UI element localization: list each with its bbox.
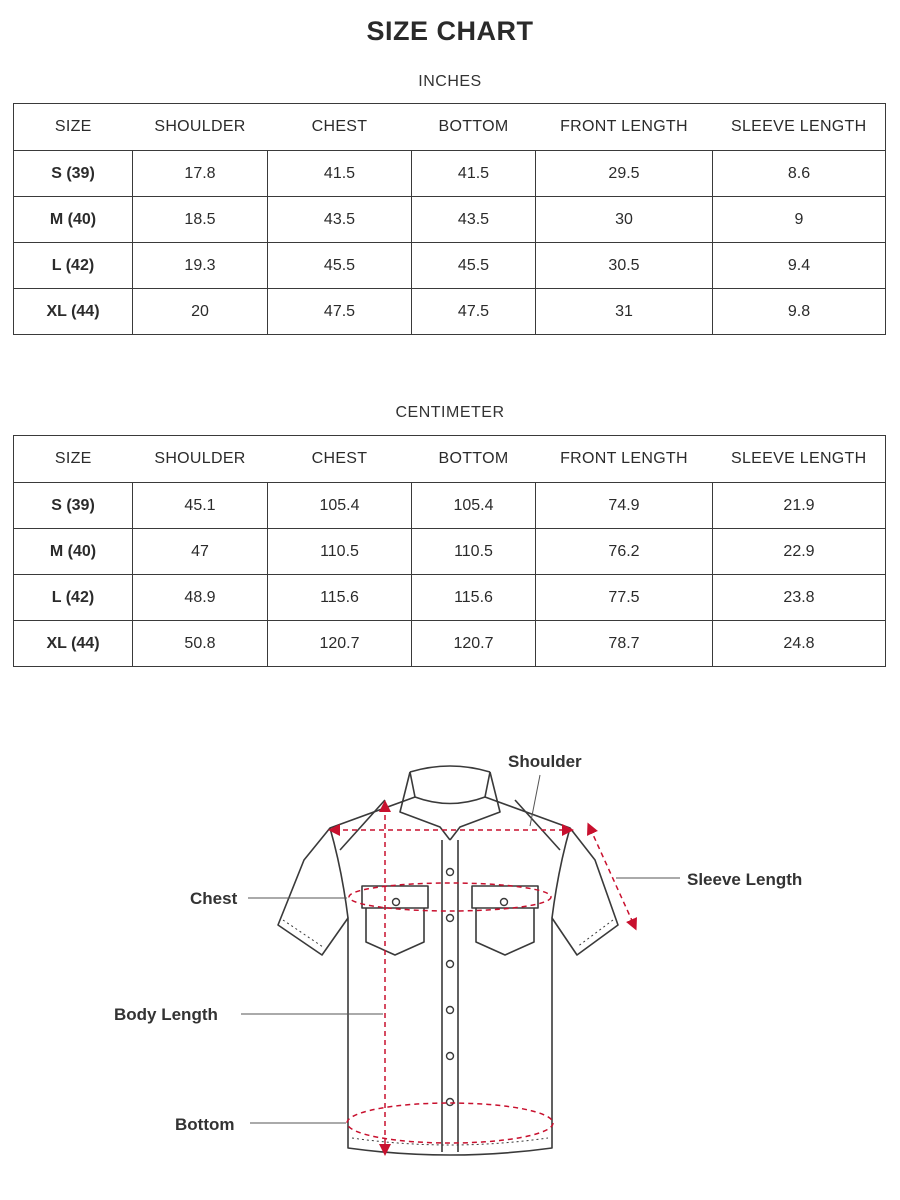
shirt-measurement-diagram [0,730,900,1200]
table-cell: 45.5 [412,243,536,289]
table-cell: 29.5 [536,151,713,197]
table-cell: 41.5 [268,151,412,197]
table-cell: 21.9 [713,483,886,529]
table-cell: 110.5 [268,529,412,575]
table-cell: 115.6 [412,575,536,621]
table-cell: 30.5 [536,243,713,289]
centimeter-table [13,435,886,667]
table-cell: 43.5 [268,197,412,243]
col-header-chest: CHEST [268,436,412,483]
col-header-front-length: FRONT LENGTH [536,104,713,151]
table-row [14,151,886,197]
table-row [14,529,886,575]
sleeve-length-label: Sleeve Length [687,870,803,889]
button-icon [447,1007,454,1014]
table-cell: 8.6 [713,151,886,197]
table-cell: 78.7 [536,621,713,667]
table-cell: 43.5 [412,197,536,243]
table-cell: 24.8 [713,621,886,667]
inches-table [13,103,886,335]
button-icon [393,899,400,906]
sleeve-measure-line [590,828,634,925]
body-length-label: Body Length [114,1005,218,1024]
button-icon [447,1053,454,1060]
table-cell: 77.5 [536,575,713,621]
col-header-size: SIZE [14,104,133,151]
table-cell: 22.9 [713,529,886,575]
table-cell: 18.5 [133,197,268,243]
table-cell: 30 [536,197,713,243]
size-cell: M (40) [14,529,133,575]
chest-label: Chest [190,889,238,908]
table-cell: 9 [713,197,886,243]
col-header-sleeve-length: SLEEVE LENGTH [713,104,886,151]
bottom-measure-ellipse [347,1103,553,1143]
table-row [14,289,886,335]
button-icon [447,1099,454,1106]
size-cell: S (39) [14,151,133,197]
table-cell: 120.7 [412,621,536,667]
table-row [14,575,886,621]
size-cell: XL (44) [14,621,133,667]
table-cell: 47.5 [412,289,536,335]
col-header-sleeve-length: SLEEVE LENGTH [713,436,886,483]
table-cell: 45.1 [133,483,268,529]
centimeter-label: CENTIMETER [395,404,505,421]
table-cell: 105.4 [268,483,412,529]
size-cell: L (42) [14,243,133,289]
col-header-bottom: BOTTOM [412,104,536,151]
table-cell: 9.4 [713,243,886,289]
table-cell: 47.5 [268,289,412,335]
size-cell: XL (44) [14,289,133,335]
button-icon [501,899,508,906]
table-cell: 31 [536,289,713,335]
table-cell: 47 [133,529,268,575]
table-cell: 45.5 [268,243,412,289]
table-cell: 41.5 [412,151,536,197]
table-header-row [14,104,886,151]
col-header-front-length: FRONT LENGTH [536,436,713,483]
table-cell: 76.2 [536,529,713,575]
table-row [14,621,886,667]
table-cell: 110.5 [412,529,536,575]
col-header-size: SIZE [14,436,133,483]
table-cell: 19.3 [133,243,268,289]
col-header-shoulder: SHOULDER [133,436,268,483]
col-header-chest: CHEST [268,104,412,151]
shirt-buttons [393,869,508,1106]
bottom-label: Bottom [175,1115,235,1134]
shoulder-label: Shoulder [508,752,582,771]
table-cell: 115.6 [268,575,412,621]
button-icon [447,869,454,876]
table-row [14,197,886,243]
size-cell: M (40) [14,197,133,243]
table-cell: 9.8 [713,289,886,335]
table-cell: 17.8 [133,151,268,197]
measurement-lines [334,806,634,1150]
chest-measure-ellipse [349,883,551,911]
col-header-shoulder: SHOULDER [133,104,268,151]
table-cell: 74.9 [536,483,713,529]
table-cell: 48.9 [133,575,268,621]
button-icon [447,961,454,968]
table-row [14,483,886,529]
size-cell: L (42) [14,575,133,621]
table-cell: 120.7 [268,621,412,667]
inches-label: INCHES [418,73,482,90]
table-row [14,243,886,289]
button-icon [447,915,454,922]
table-cell: 23.8 [713,575,886,621]
table-header-row [14,436,886,483]
page-title: SIZE CHART [366,16,534,46]
table-cell: 105.4 [412,483,536,529]
col-header-bottom: BOTTOM [412,436,536,483]
table-cell: 50.8 [133,621,268,667]
table-cell: 20 [133,289,268,335]
size-cell: S (39) [14,483,133,529]
